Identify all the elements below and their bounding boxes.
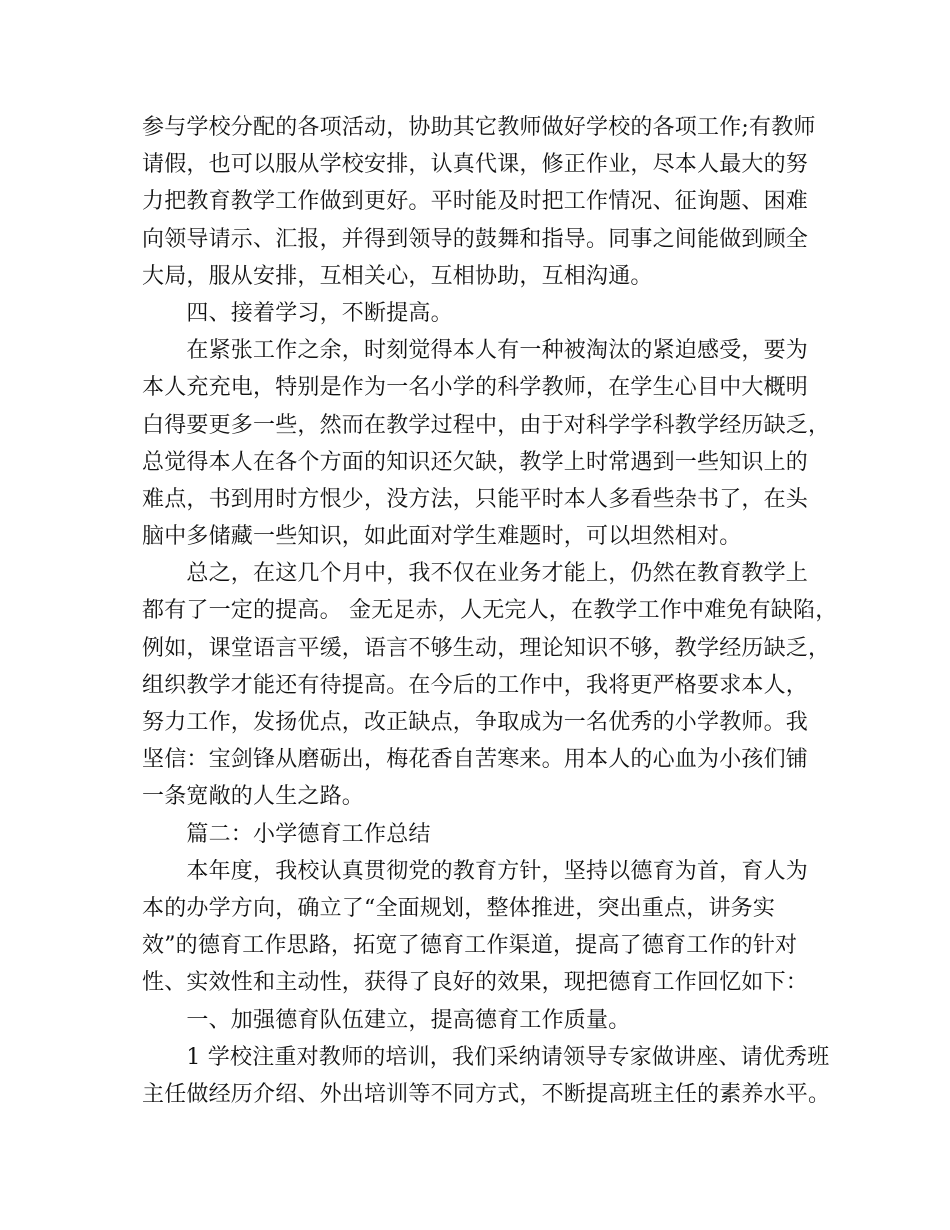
section-heading: 四、接着学习，不断提高。 bbox=[142, 300, 453, 326]
text-line: 本人充充电，特别是作为一名小学的科学教师，在学生心目中大概明 bbox=[142, 375, 809, 401]
text-line: 难点，书到用时方恨少，没方法，只能平时本人多看些杂书了，在头 bbox=[142, 486, 809, 512]
text-line: 都有了一定的提高。 金无足赤，人无完人，在教学工作中难免有缺陷， bbox=[142, 598, 838, 624]
document-body bbox=[142, 109, 838, 1113]
text-line: 在紧张工作之余，时刻觉得本人有一种被淘汰的紧迫感受，要为 bbox=[142, 338, 809, 364]
text-line: 一条宽敞的人生之路。 bbox=[142, 784, 365, 810]
text-line: 本年度，我校认真贯彻党的教育方针，坚持以德育为首，育人为 bbox=[142, 858, 809, 884]
text-line: 组织教学才能还有待提高。在今后的工作中，我将更严格要求本人， bbox=[142, 672, 809, 698]
section-heading: 一、加强德育队伍建立，提高德育工作质量。 bbox=[142, 1007, 631, 1033]
text-line: 参与学校分配的各项活动，协助其它教师做好学校的各项工作;有教师 bbox=[142, 115, 816, 140]
text-line: 主任做经历介绍、外出培训等不同方式，不断提高班主任的素养水平。 bbox=[142, 1081, 831, 1107]
text-line: 努力工作，发扬优点，改正缺点，争取成为一名优秀的小学教师。我 bbox=[142, 710, 809, 735]
text-line: 本的办学方向，确立了“全面规划，整体推进，突出重点，讲务实 bbox=[142, 895, 776, 921]
text-line: 1 学校注重对教师的培训，我们采纳请领导专家做讲座、请优秀班 bbox=[142, 1044, 830, 1070]
text-line: 白得要更多一些，然而在教学过程中，由于对科学学科教学经历缺乏， bbox=[142, 412, 831, 438]
text-line: 坚信：宝剑锋从磨砺出，梅花香自苦寒来。用本人的心血为小孩们铺 bbox=[142, 747, 809, 773]
text-line: 总觉得本人在各个方面的知识还欠缺，教学上时常遇到一些知识上的 bbox=[142, 449, 809, 475]
text-line: 向领导请示、汇报，并得到领导的鼓舞和指导。同事之间能做到顾全 bbox=[142, 226, 809, 252]
text-line: 例如，课堂语言平缓，语言不够生动，理论知识不够，教学经历缺乏， bbox=[142, 635, 831, 661]
text-line: 脑中多储藏一些知识，如此面对学生难题时，可以坦然相对。 bbox=[142, 524, 742, 550]
text-line: 效”的德育工作思路，拓宽了德育工作渠道，提高了德育工作的针对 bbox=[142, 933, 798, 959]
section-heading: 篇二：小学德育工作总结 bbox=[142, 821, 431, 847]
text-line: 总之，在这几个月中，我不仅在业务才能上，仍然在教育教学上 bbox=[142, 561, 809, 587]
text-line: 性、实效性和主动性，获得了良好的效果，现把德育工作回忆如下： bbox=[142, 970, 809, 996]
text-line: 大局，服从安排，互相关心，互相协助，互相沟通。 bbox=[142, 263, 653, 289]
text-line: 请假，也可以服从学校安排，认真代课，修正作业，尽本人最大的努 bbox=[142, 152, 809, 178]
text-line: 力把教育教学工作做到更好。平时能及时把工作情况、征询题、困难 bbox=[142, 189, 809, 215]
